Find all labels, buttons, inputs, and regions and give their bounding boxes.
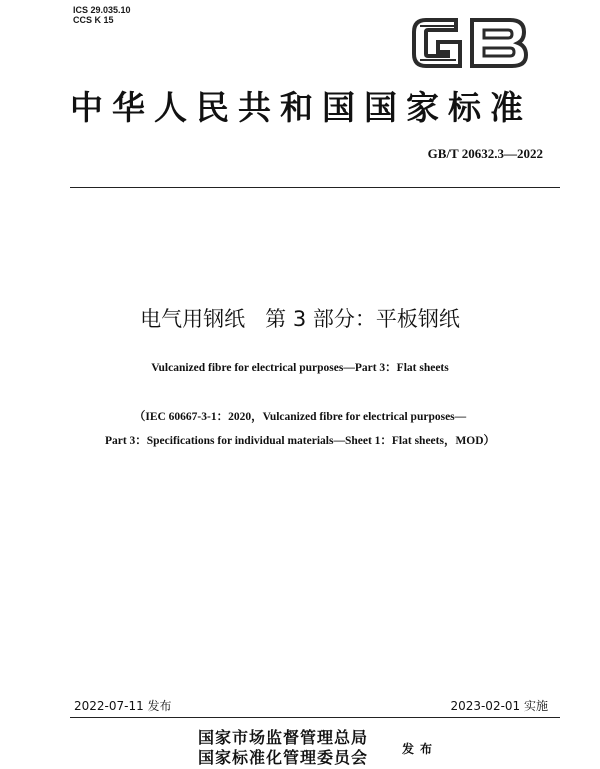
page-title: 中华人民共和国国家标准 (70, 88, 532, 127)
classification-codes (73, 5, 131, 25)
footer-divider (70, 717, 560, 718)
issuer-2: 国家标准化管理委员会 (198, 748, 369, 767)
ccs-code: CCS K 15 (73, 15, 114, 25)
standard-number: GB/T 20632.3—2022 (427, 146, 543, 161)
document-title-chinese: 电气用钢纸 第 3 部分：平板钢纸 (140, 307, 460, 331)
adoption-statement (0, 405, 600, 453)
issuing-authorities (198, 728, 368, 768)
ics-code: ICS 29.035.10 (73, 5, 131, 15)
header-divider (70, 187, 560, 188)
implementation-date: 2023-02-01 实施 (450, 699, 548, 713)
logo-stroke-b (484, 30, 514, 56)
issuer-1: 国家市场监督管理总局 (198, 728, 369, 747)
issue-date: 2022-07-11 发布 (74, 699, 172, 713)
logo-letter-b (472, 20, 526, 66)
gb-logo-graphic (408, 12, 533, 74)
gb-logo (408, 12, 533, 74)
adoption-line-1: （IEC 60667-3-1：2020，Vulcanized fibre for electrical purposes— (133, 411, 467, 423)
document-title-english: Vulcanized fibre for electrical purposes—Part 3：Flat sheets (151, 362, 449, 374)
publish-label: 发布 (402, 742, 439, 756)
adoption-line-2: Part 3：Specifications for individual materials—Sheet 1：Flat sheets，MOD） (104, 435, 496, 447)
